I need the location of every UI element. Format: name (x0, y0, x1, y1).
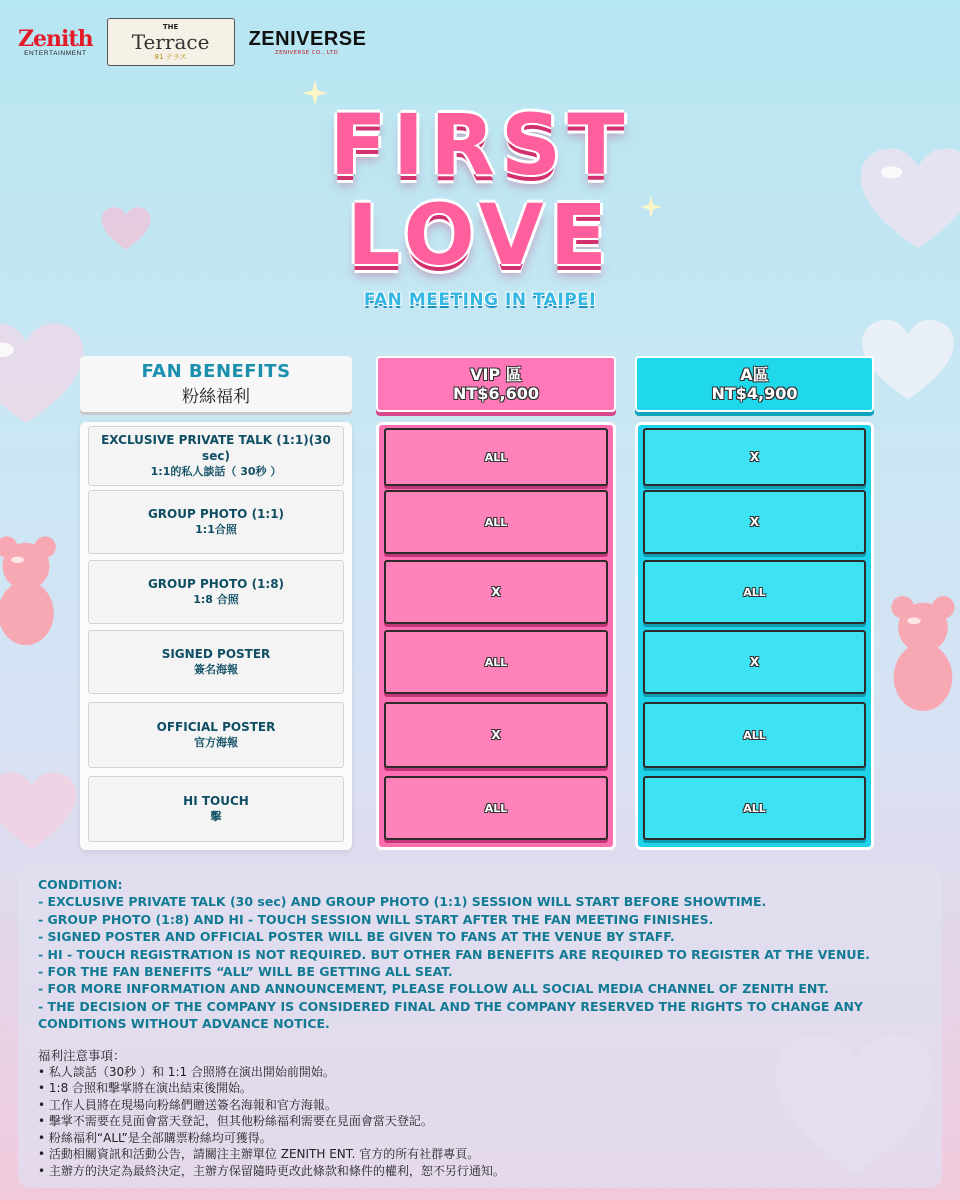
title-line-2: LOVE (346, 186, 614, 284)
condition-line: - SIGNED POSTER AND OFFICIAL POSTER WILL BE GIVEN TO FANS AT THE VENUE BY STAFF. (38, 929, 675, 945)
condition-line: - THE DECISION OF THE COMPANY IS CONSIDERED FINAL AND THE COMPANY RESERVED THE RIGHTS TO CHANGE ANY (38, 998, 863, 1014)
benefit-row: HI TOUCH 擊 (88, 776, 344, 842)
condition-line: - FOR THE FAN BENEFITS “ALL” WILL BE GETTING ALL SEAT. (38, 964, 453, 980)
benefit-row: OFFICIAL POSTER 官方海報 (88, 702, 344, 768)
a-zone-cell: ALL (643, 702, 866, 768)
conditions-title: CONDITION: (38, 877, 123, 892)
zh-conditions-title: 福利注意事項： (38, 1047, 126, 1063)
gummy-bear-icon (0, 536, 58, 654)
gummy-bear-icon (888, 596, 958, 720)
conditions-box (18, 866, 942, 1188)
zh-condition-line: • 活動相關資訊和活動公告，請關注主辦單位 ZENITH ENT. 官方的所有社群專頁。 (38, 1146, 922, 1162)
a-zone-cell: X (643, 490, 866, 554)
a-zone-cell: X (643, 428, 866, 486)
vip-zone-header: VIP 區 NT$6,600 (376, 356, 616, 412)
terrace-logo: THE Terrace 81 テラス (107, 18, 235, 66)
title-line-1: FIRST (329, 96, 631, 194)
zh-condition-line: • 主辦方的決定為最終決定，主辦方保留隨時更改此條款和條件的權利，恕不另行通知。 (38, 1163, 922, 1179)
benefit-row: SIGNED POSTER 簽名海報 (88, 630, 344, 694)
vip-cell: X (384, 560, 608, 624)
benefit-row: GROUP PHOTO (1:1) 1:1合照 (88, 490, 344, 554)
a-zone-cell: ALL (643, 560, 866, 624)
sponsor-logos (18, 18, 366, 66)
vip-benefits-column (376, 422, 616, 850)
zh-condition-line: • 工作人員將在現場向粉絲們贈送簽名海報和官方海報。 (38, 1097, 922, 1113)
condition-line: - EXCLUSIVE PRIVATE TALK (30 sec) AND GROUP PHOTO (1:1) SESSION WILL START BEFORE SHOWTIME. (38, 894, 767, 910)
zh-condition-line: • 私人談話（30秒 ）和 1:1 合照將在演出開始前開始。 (38, 1064, 922, 1080)
zeniverse-logo: ZENIVERSE ZENIVERSE CO., LTD. (248, 28, 367, 56)
a-zone-cell: X (643, 630, 866, 694)
benefits-list (80, 422, 352, 850)
vip-cell: ALL (384, 630, 608, 694)
condition-line: CONDITIONS WITHOUT ADVANCE NOTICE. (38, 1016, 330, 1032)
benefit-row: EXCLUSIVE PRIVATE TALK (1:1)(30 sec) 1:1的私人談話（ 30秒 ） (88, 426, 344, 486)
zenith-logo: Zenith ENTERTAINMENT (18, 25, 93, 57)
a-zone-cell: ALL (643, 776, 866, 840)
condition-line: - HI - TOUCH REGISTRATION IS NOT REQUIRED. BUT OTHER FAN BENEFITS ARE REQUIRED TO REGISTER AT THE VENUE. (38, 946, 870, 962)
zh-condition-line: • 粉絲福利“ALL”是全部購票粉絲均可獲得。 (38, 1130, 922, 1146)
event-title (0, 96, 960, 310)
a-zone-benefits-column (635, 422, 874, 850)
a-zone-header: A區 NT$4,900 (635, 356, 874, 412)
zh-condition-line: • 擊掌不需要在見面會當天登記，但其他粉絲福利需要在見面會當天登記。 (38, 1113, 922, 1129)
heart-icon (0, 320, 86, 430)
benefit-row: GROUP PHOTO (1:8) 1:8 合照 (88, 560, 344, 624)
zh-condition-line: • 1:8 合照和擊掌將在演出結束後開始。 (38, 1080, 922, 1096)
vip-cell: ALL (384, 490, 608, 554)
heart-icon (0, 770, 78, 854)
vip-cell: X (384, 702, 608, 768)
condition-line: - GROUP PHOTO (1:8) AND HI - TOUCH SESSION WILL START AFTER THE FAN MEETING FINISHES. (38, 911, 714, 927)
heart-icon (860, 318, 956, 404)
fan-benefits-header: FAN BENEFITS 粉絲福利 (80, 356, 352, 412)
condition-line: - FOR MORE INFORMATION AND ANNOUNCEMENT, PLEASE FOLLOW ALL SOCIAL MEDIA CHANNEL OF ZENITH ENT. (38, 981, 829, 997)
event-subtitle: FAN MEETING IN TAIPEI (363, 290, 597, 310)
vip-cell: ALL (384, 776, 608, 840)
vip-cell: ALL (384, 428, 608, 486)
